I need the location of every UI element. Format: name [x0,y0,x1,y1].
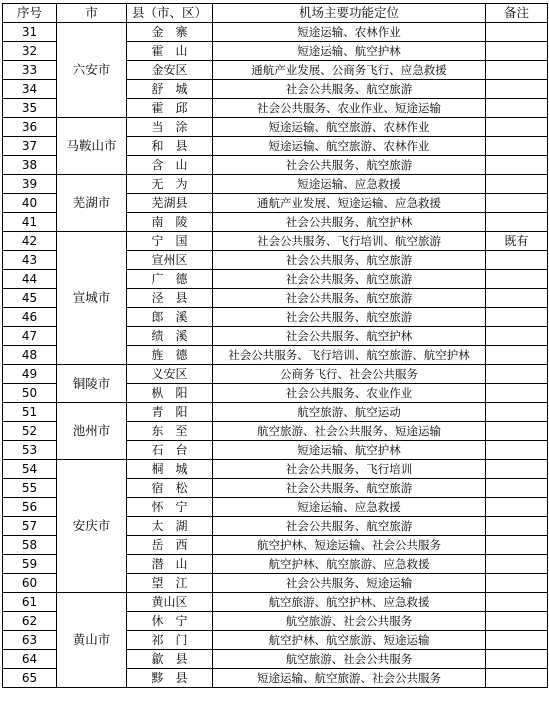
function-cell: 社会公共服务、短途运输 [213,574,486,593]
county-cell: 东 至 [127,422,213,441]
note-cell [486,23,548,42]
header-seq: 序号 [3,4,57,23]
county-cell: 桐 城 [127,460,213,479]
city-cell: 池州市 [57,403,127,460]
table-body [3,23,548,688]
seq-cell: 62 [3,612,57,631]
note-cell [486,384,548,403]
note-cell [486,99,548,118]
seq-cell: 49 [3,365,57,384]
function-cell: 社会公共服务、航空旅游 [213,270,486,289]
note-cell [486,498,548,517]
county-cell: 南 陵 [127,213,213,232]
county-cell: 广 德 [127,270,213,289]
header-note: 备注 [486,4,548,23]
function-cell: 社会公共服务、飞行培训、航空旅游、航空护林 [213,346,486,365]
table-row [3,403,548,422]
note-cell [486,61,548,80]
table-row [3,175,548,194]
note-cell [486,669,548,688]
function-cell: 短途运输、航空旅游、农林作业 [213,137,486,156]
seq-cell: 46 [3,308,57,327]
seq-cell: 57 [3,517,57,536]
function-cell: 短途运输、应急救援 [213,175,486,194]
seq-cell: 51 [3,403,57,422]
function-cell: 社会公共服务、航空旅游 [213,308,486,327]
county-cell: 含 山 [127,156,213,175]
function-cell: 通航产业发展、公商务飞行、应急救援 [213,61,486,80]
function-cell: 航空旅游、社会公共服务 [213,650,486,669]
note-cell [486,574,548,593]
note-cell [486,593,548,612]
note-cell [486,194,548,213]
note-cell [486,137,548,156]
city-cell: 安庆市 [57,460,127,593]
seq-cell: 33 [3,61,57,80]
county-cell: 青 阳 [127,403,213,422]
county-cell: 宿 松 [127,479,213,498]
seq-cell: 55 [3,479,57,498]
note-cell [486,365,548,384]
county-cell: 枞 阳 [127,384,213,403]
seq-cell: 48 [3,346,57,365]
county-cell: 绩 溪 [127,327,213,346]
header-county: 县（市、区） [127,4,213,23]
city-cell: 铜陵市 [57,365,127,403]
note-cell [486,175,548,194]
note-cell [486,289,548,308]
note-cell [486,612,548,631]
table-row [3,593,548,612]
seq-cell: 43 [3,251,57,270]
city-cell: 六安市 [57,23,127,118]
table-row [3,232,548,251]
seq-cell: 38 [3,156,57,175]
note-cell [486,479,548,498]
header-function: 机场主要功能定位 [213,4,486,23]
function-cell: 社会公共服务、航空旅游 [213,517,486,536]
county-cell: 望 江 [127,574,213,593]
function-cell: 社会公共服务、农业作业、短途运输 [213,99,486,118]
header-city: 市 [57,4,127,23]
function-cell: 短途运输、航空旅游、社会公共服务 [213,669,486,688]
county-cell: 祁 门 [127,631,213,650]
note-cell [486,403,548,422]
county-cell: 金安区 [127,61,213,80]
county-cell: 黄山区 [127,593,213,612]
note-cell [486,270,548,289]
seq-cell: 52 [3,422,57,441]
function-cell: 短途运输、航空护林 [213,441,486,460]
county-cell: 舒 城 [127,80,213,99]
function-cell: 航空旅游、社会公共服务 [213,612,486,631]
county-cell: 怀 宁 [127,498,213,517]
seq-cell: 44 [3,270,57,289]
seq-cell: 65 [3,669,57,688]
seq-cell: 56 [3,498,57,517]
function-cell: 航空护林、航空旅游、应急救援 [213,555,486,574]
county-cell: 当 涂 [127,118,213,137]
county-cell: 黟 县 [127,669,213,688]
function-cell: 航空旅游、社会公共服务、短途运输 [213,422,486,441]
note-cell [486,346,548,365]
county-cell: 歙 县 [127,650,213,669]
note-cell [486,460,548,479]
seq-cell: 39 [3,175,57,194]
seq-cell: 53 [3,441,57,460]
function-cell: 社会公共服务、航空护林 [213,327,486,346]
seq-cell: 35 [3,99,57,118]
function-cell: 短途运输、航空旅游、农林作业 [213,118,486,137]
county-cell: 休 宁 [127,612,213,631]
function-cell: 航空护林、航空旅游、短途运输 [213,631,486,650]
function-cell: 公商务飞行、社会公共服务 [213,365,486,384]
function-cell: 航空护林、短途运输、社会公共服务 [213,536,486,555]
county-cell: 义安区 [127,365,213,384]
city-cell: 宣城市 [57,232,127,365]
table-row [3,23,548,42]
note-cell [486,213,548,232]
function-cell: 社会公共服务、航空旅游 [213,289,486,308]
note-cell [486,650,548,669]
note-cell [486,517,548,536]
function-cell: 短途运输、航空护林 [213,42,486,61]
note-cell [486,441,548,460]
function-cell: 社会公共服务、航空旅游 [213,156,486,175]
table-row [3,118,548,137]
note-cell [486,631,548,650]
county-cell: 宣州区 [127,251,213,270]
function-cell: 社会公共服务、航空旅游 [213,479,486,498]
seq-cell: 42 [3,232,57,251]
county-cell: 宁 国 [127,232,213,251]
seq-cell: 59 [3,555,57,574]
function-cell: 短途运输、农林作业 [213,23,486,42]
county-cell: 霍 邱 [127,99,213,118]
city-cell: 黄山市 [57,593,127,688]
airport-function-table [2,3,548,688]
note-cell: 既有 [486,232,548,251]
seq-cell: 45 [3,289,57,308]
county-cell: 无 为 [127,175,213,194]
function-cell: 社会公共服务、航空旅游 [213,80,486,99]
county-cell: 芜湖县 [127,194,213,213]
function-cell: 社会公共服务、农业作业 [213,384,486,403]
seq-cell: 60 [3,574,57,593]
note-cell [486,42,548,61]
county-cell: 金 寨 [127,23,213,42]
county-cell: 潜 山 [127,555,213,574]
county-cell: 旌 德 [127,346,213,365]
county-cell: 太 湖 [127,517,213,536]
note-cell [486,156,548,175]
function-cell: 社会公共服务、飞行培训、航空旅游 [213,232,486,251]
seq-cell: 54 [3,460,57,479]
function-cell: 通航产业发展、短途运输、应急救援 [213,194,486,213]
note-cell [486,327,548,346]
function-cell: 社会公共服务、航空护林 [213,213,486,232]
city-cell: 芜湖市 [57,175,127,232]
seq-cell: 41 [3,213,57,232]
city-cell: 马鞍山市 [57,118,127,175]
seq-cell: 61 [3,593,57,612]
note-cell [486,118,548,137]
note-cell [486,251,548,270]
seq-cell: 50 [3,384,57,403]
header-row [3,4,548,23]
note-cell [486,80,548,99]
county-cell: 和 县 [127,137,213,156]
function-cell: 航空旅游、航空护林、应急救援 [213,593,486,612]
county-cell: 泾 县 [127,289,213,308]
function-cell: 社会公共服务、航空旅游 [213,251,486,270]
seq-cell: 40 [3,194,57,213]
note-cell [486,555,548,574]
note-cell [486,536,548,555]
seq-cell: 31 [3,23,57,42]
note-cell [486,422,548,441]
seq-cell: 32 [3,42,57,61]
function-cell: 社会公共服务、飞行培训 [213,460,486,479]
table-row [3,365,548,384]
seq-cell: 47 [3,327,57,346]
county-cell: 霍 山 [127,42,213,61]
seq-cell: 36 [3,118,57,137]
note-cell [486,308,548,327]
seq-cell: 64 [3,650,57,669]
county-cell: 郎 溪 [127,308,213,327]
county-cell: 岳 西 [127,536,213,555]
seq-cell: 34 [3,80,57,99]
function-cell: 航空旅游、航空运动 [213,403,486,422]
seq-cell: 58 [3,536,57,555]
table-row [3,460,548,479]
seq-cell: 37 [3,137,57,156]
seq-cell: 63 [3,631,57,650]
function-cell: 短途运输、应急救援 [213,498,486,517]
county-cell: 石 台 [127,441,213,460]
